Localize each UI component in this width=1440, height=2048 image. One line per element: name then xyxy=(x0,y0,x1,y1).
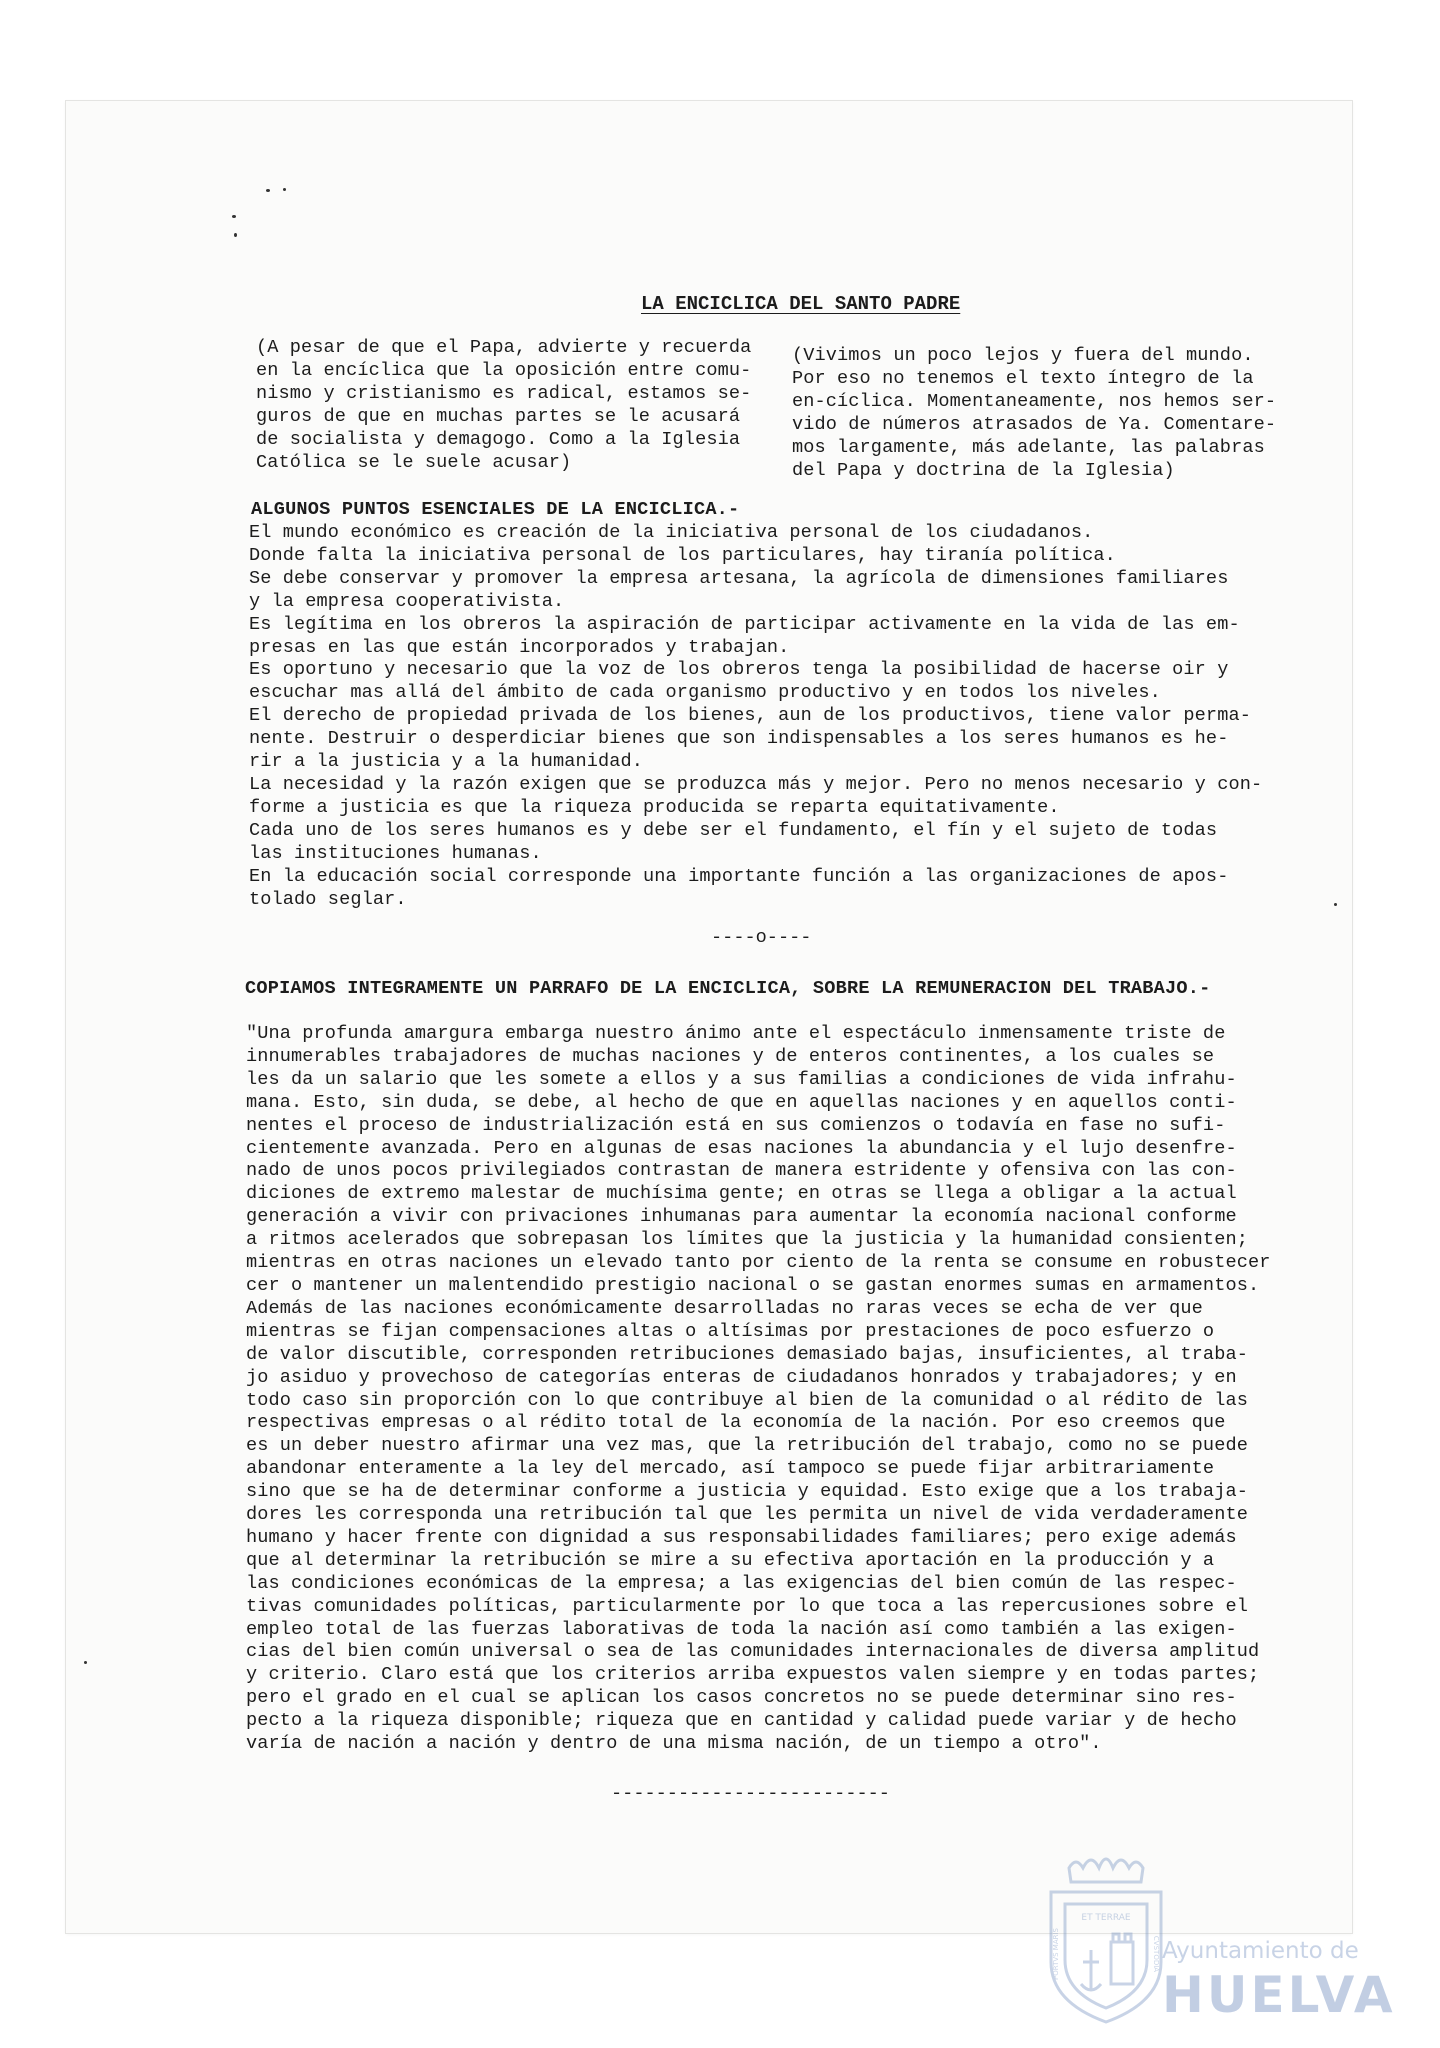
points-list: El mundo económico es creación de la iniciativa personal de los ciudadanos. Donde falta la iniciativa personal de los particulares, hay tiranía política. Se debe conservar y promover la empresa artesana, la agrícola de dimensiones familiares y la empresa cooperativista. Es legítima en los obreros la aspiración de participar activamente en la vida de las em- presas en las que están incorporados y trabajan. Es oportuno y necesario que la voz de los obreros tenga la posibilidad de hacerse oir y escuchar mas allá del ámbito de cada organismo productivo y en todos los niveles. El derecho de propiedad privada de los bienes, aun de los productivos, tiene valor perma- nente. Destruir o desperdiciar bienes que son indispensables a los seres humanos es he- rir a la justicia y a la humanidad. La necesidad y la razón exigen que se produzca más y mejor. Pero no menos necesario y con- forme a justicia es que la riqueza producida se reparta equitativamente. Cada uno de los seres humanos es y debe ser el fundamento, el fín y el sujeto de todas las instituciones humanas. En la educación social corresponde una importante función a las organizaciones de apos- tolado seglar. xyxy=(249,522,1263,910)
scan-speck xyxy=(232,215,236,218)
scan-speck xyxy=(84,1661,87,1664)
encyclical-quote: "Una profunda amargura embarga nuestro ánimo ante el espectáculo inmensamente triste de innumerables trabajadores de muchas naciones y de enteros continentes, a los cuales se les da un salario que les somete a ellos y a sus familias a condiciones de vida infrahu- mana. Esto, sin duda, se debe, al hecho de que en aquellas naciones y en aquellos conti- nentes el proceso de industrialización está en sus comienzos o todavía en fase no sufi- cientemente avanzada. Pero en algunas de esas naciones la abundancia y el lujo desenfre- nado de unos pocos privilegiados contrastan de manera estridente y ofensiva con las con- diciones de extremo malestar de muchísima gente; en otras se llega a obligar a la actual generación a vivir con privaciones inhumanas para aumentar la economía nacional conforme a ritmos acelerados que sobrepasan los límites que la justicia y la humanidad consienten; mientras en otras naciones un elevado tanto por ciento de la renta se consume en robustecer cer o mantener un malentendido prestigio nacional o se gastan enormes sumas en armamentos. Además de las naciones económicamente desarrolladas no raras veces se echa de ver que mientras se fijan compensaciones altas o altísimas por prestaciones de poco esfuerzo o de valor discutible, corresponden retribuciones demasiado bajas, insuficientes, al traba- jo asiduo y provechoso de categorías enteras de ciudadanos honrados y trabajadores; y en todo caso sin proporción con lo que contribuye al bien de la comunidad o al rédito de las respectivas empresas o al rédito total de la economía de la nación. Por eso creemos que es un deber nuestro afirmar una vez mas, que la retribución del trabajo, como no se puede abandonar enteramente a la ley del mercado, así tampoco se puede fijar arbitrariamente sino que se ha de determinar conforme a justicia y equidad. Esto exige que a los trabaja- dores les corresponda una retribución tal que les permita un nivel de vida verdaderamente humano y hacer frente con dignidad a sus responsabilidades familiares; pero exige además que al determinar la retribución se mire a su efectiva aportación en la producción y a las condiciones económicas de la empresa; a las exigencias del bien común de las respec- tivas comunidades políticas, particularmente por lo que toca a las repercusiones sobre el empleo total de las fuerzas laborativas de toda la nación así como también a las exigen- cias del bien común universal o sea de las comunidades internacionales de diversa amplitud y criterio. Claro está que los criterios arriba expuestos valen siempre y en todas partes; pero el grado en el cual se aplican los casos concretos no se puede determinar sino res- pecto a la riqueza disponible; riqueza que en cantidad y calidad puede variar y de hecho varía de nación a nación y dentro de una misma nación, de un tiempo a otro". xyxy=(246,1023,1271,1755)
svg-text:CVSTODIA: CVSTODIA xyxy=(1152,1935,1160,1973)
scan-speck xyxy=(266,189,270,192)
document-title: LA ENCICLICA DEL SANTO PADRE xyxy=(641,293,961,315)
svg-text:PORTVS MARIS: PORTVS MARIS xyxy=(1052,1927,1060,1981)
section-separator: ----o---- xyxy=(711,927,812,948)
watermark-line1: Ayuntamiento de xyxy=(1162,1938,1359,1964)
intro-right-column: (Vivimos un poco lejos y fuera del mundo. Por eso no tenemos el texto íntegro de la en-cíclica. Momentaneamente, nos hemos ser- vido de números atrasados de Ya. Comentare- mos largamente, más adelante, las palabras del Papa y doctrina de la Iglesia) xyxy=(792,345,1277,481)
huelva-watermark xyxy=(1022,1850,1396,2030)
closing-rule: ------------------------- xyxy=(611,1783,890,1804)
watermark-line2: HUELVA xyxy=(1162,1966,1396,2024)
scan-speck xyxy=(1334,903,1337,906)
city-crest-icon xyxy=(1030,1850,1182,2028)
scan-speck xyxy=(283,188,286,191)
copy-heading: COPIAMOS INTEGRAMENTE UN PARRAFO DE LA ENCICLICA, SOBRE LA REMUNERACION DEL TRABAJO.- xyxy=(245,978,1211,999)
svg-text:ET TERRAE: ET TERRAE xyxy=(1081,1913,1131,1923)
points-heading: ALGUNOS PUNTOS ESENCIALES DE LA ENCICLICA.- xyxy=(251,499,740,520)
scan-speck xyxy=(234,233,237,237)
intro-left-column: (A pesar de que el Papa, advierte y recuerda en la encíclica que la oposición entre comu- nismo y cristianismo es radical, estamos se- guros de que en muchas partes se le acusará de socialista y demagogo. Como a la Iglesia Católica se le suele acusar) xyxy=(256,337,752,473)
